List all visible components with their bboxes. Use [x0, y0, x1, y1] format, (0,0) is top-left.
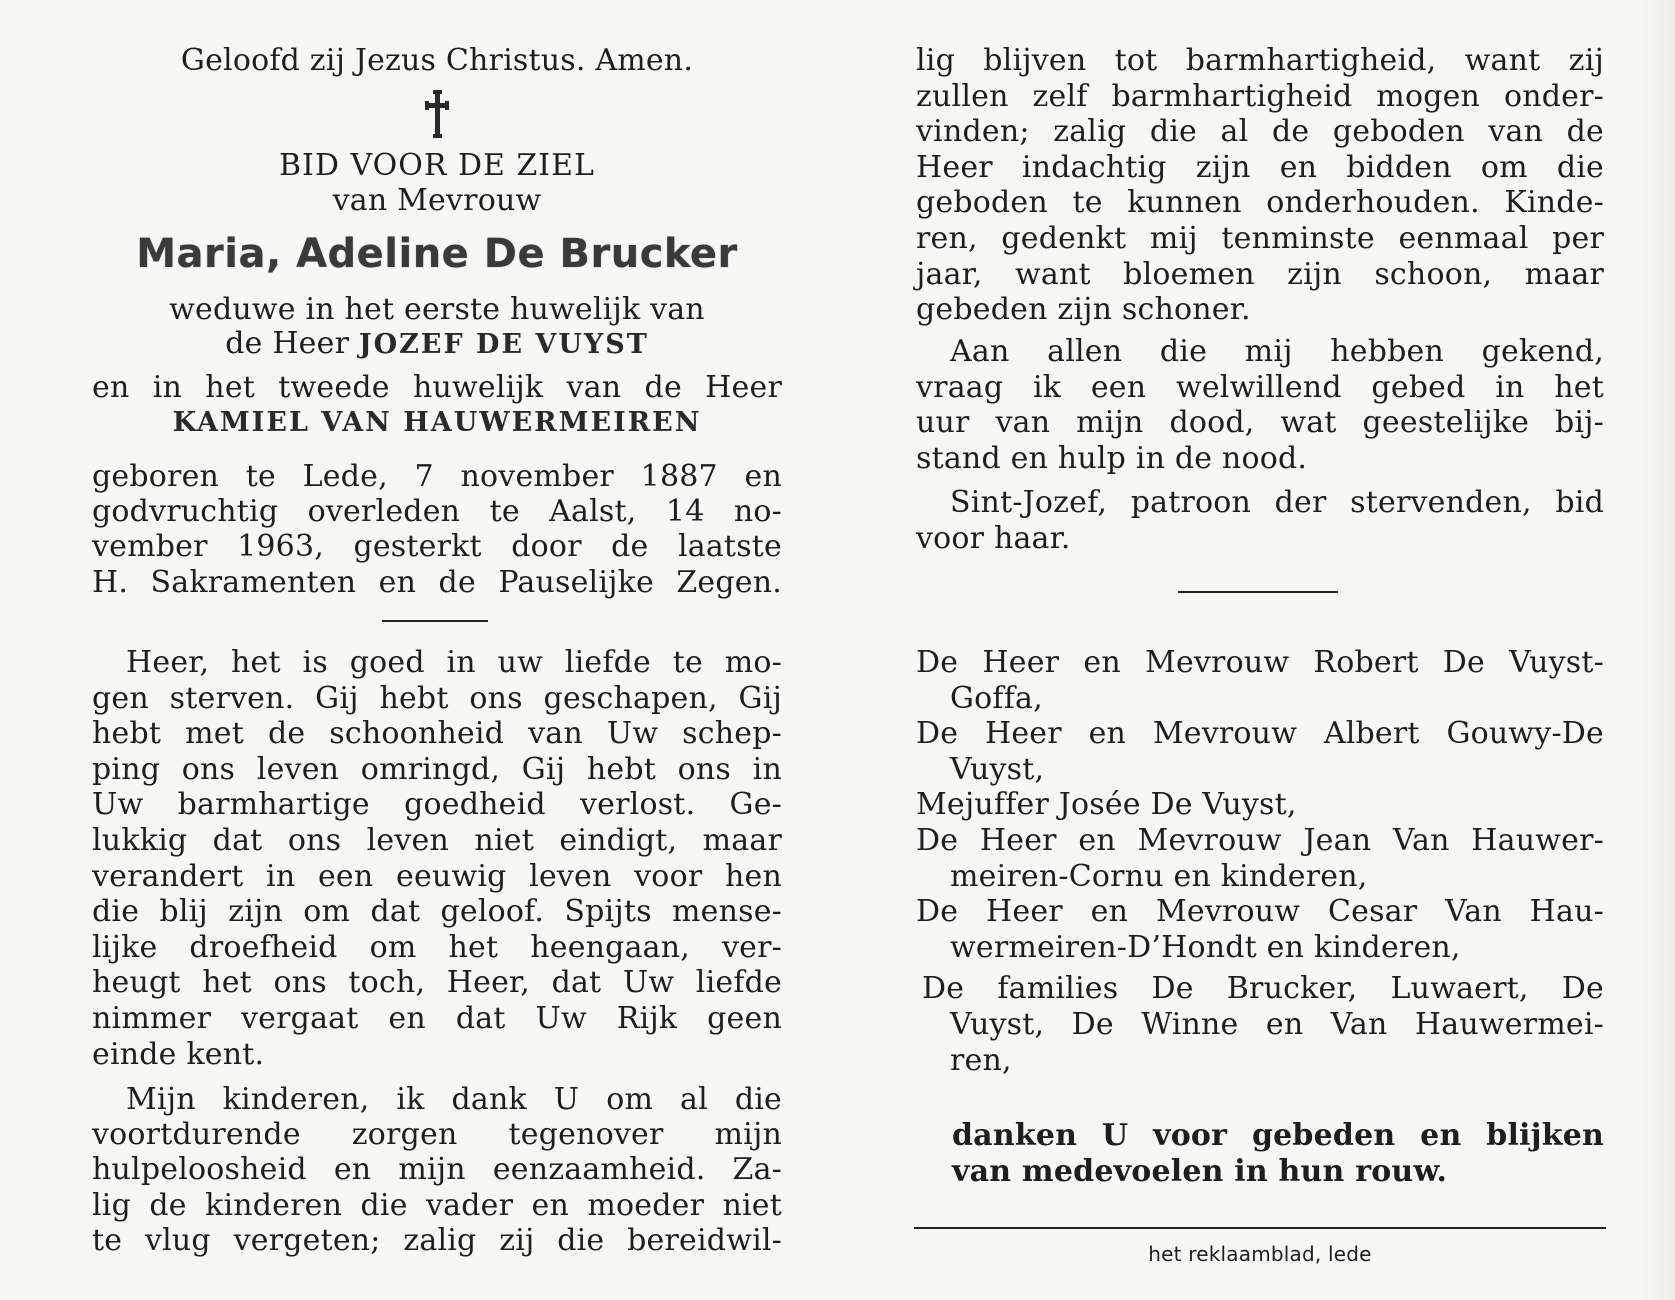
first-husband-name: JOZEF DE VUYST: [358, 329, 649, 360]
request-line: stand en hulp in de nood.: [916, 440, 1308, 476]
prayer-line: einde kent.: [92, 1036, 265, 1072]
continued-line: Heer indachtig zijn en bidden om die: [916, 149, 1604, 185]
prayer-line: die blij zijn om dat geloof. Spijts mense-: [92, 894, 782, 930]
prayer-line: hebt met de schoonheid van Uw schep-: [92, 716, 782, 752]
prayer-line: gen sterven. Gij hebt ons geschapen, Gij: [92, 680, 782, 716]
footer-rule: [914, 1227, 1606, 1229]
title-mevrouw: van Mevrouw: [332, 183, 542, 218]
second-marriage-line: en in het tweede huwelijk van de Heer: [92, 370, 782, 405]
families-line: Vuyst, De Winne en Van Hauwermei-: [950, 1007, 1604, 1042]
first-marriage-line: weduwe in het eerste huwelijk van: [169, 292, 705, 327]
thanks-line: van medevoelen in hun rouw.: [952, 1153, 1448, 1189]
children-line: voortdurende zorgen tegenover mijn: [92, 1117, 782, 1153]
family-entry-continuation: wermeiren-D’Hondt en kinderen,: [950, 929, 1461, 965]
request-line: Aan allen die mij hebben gekend,: [950, 334, 1604, 369]
bio-line: godvruchtig overleden te Aalst, 14 no-: [92, 494, 782, 530]
family-entry-continuation: meiren-Cornu en kinderen,: [950, 858, 1368, 894]
families-line: De families De Brucker, Luwaert, De: [922, 971, 1604, 1007]
family-entry: De Heer en Mevrouw Albert Gouwy-De: [916, 716, 1604, 752]
separator-rule: [382, 620, 488, 622]
deceased-name: Maria, Adeline De Brucker: [136, 231, 738, 277]
bio-line: H. Sakramenten en de Pauselijke Zegen.: [92, 564, 782, 600]
bio-line: geboren te Lede, 7 november 1887 en: [92, 459, 782, 494]
family-entry-continuation: Goffa,: [950, 680, 1043, 716]
second-husband-name: KAMIEL VAN HAUWERMEIREN: [172, 407, 702, 438]
prayer-line: Uw barmhartige goedheid verlost. Ge-: [92, 787, 782, 823]
continued-line: jaar, want bloemen zijn schoon, maar: [916, 256, 1604, 292]
prayer-intro: BID VOOR DE ZIEL: [279, 148, 595, 183]
prayer-line: nimmer vergaat en dat Uw Rijk geen: [92, 1001, 782, 1036]
thanks-line: danken U voor gebeden en blijken: [952, 1118, 1604, 1153]
family-entry: De Heer en Mevrouw Jean Van Hauwer-: [916, 823, 1604, 858]
prayer-line: Heer, het is goed in uw liefde te mo-: [126, 645, 782, 680]
page-edge-shadow: [1635, 0, 1675, 1300]
prayer-line: lukkig dat ons leven niet eindigt, maar: [92, 823, 782, 858]
continued-line: lig blijven tot barmhartigheid, want zij: [916, 43, 1604, 78]
separator-rule: [1178, 591, 1338, 593]
saint-line: voor haar.: [916, 520, 1071, 556]
family-entry: De Heer en Mevrouw Robert De Vuyst-: [916, 645, 1604, 680]
continued-line: ren, gedenkt mij tenminste eenmaal per: [916, 221, 1604, 256]
continued-line: geboden te kunnen onderhouden. Kinde-: [916, 185, 1604, 221]
cross-icon: [424, 90, 450, 138]
first-husband-line: [92, 326, 782, 362]
saint-line: Sint-Jozef, patroon der stervenden, bid: [950, 485, 1604, 520]
bio-line: vember 1963, gesterkt door de laatste: [92, 529, 782, 565]
request-line: uur van mijn dood, wat geestelijke bij-: [916, 405, 1604, 441]
family-entry: De Heer en Mevrouw Cesar Van Hau-: [916, 894, 1604, 930]
families-line: ren,: [950, 1042, 1012, 1078]
first-husband-prefix: de Heer: [225, 326, 350, 361]
children-line: Mijn kinderen, ik dank U om al die: [126, 1082, 782, 1117]
continued-line: gebeden zijn schoner.: [916, 292, 1251, 328]
children-line: te vlug vergeten; zalig zij die bereidwil-: [92, 1222, 782, 1258]
children-line: lig de kinderen die vader en moeder niet: [92, 1187, 782, 1223]
prayer-line: verandert in een eeuwig leven voor hen: [92, 858, 782, 894]
prayer-line: heugt het ons toch, Heer, dat Uw liefde: [92, 965, 782, 1001]
prayer-line: lijke droefheid om het heengaan, ver-: [92, 929, 782, 965]
header-text: Geloofd zij Jezus Christus. Amen.: [180, 43, 694, 78]
request-line: vraag ik een welwillend gebed in het: [916, 369, 1604, 405]
prayer-line: ping ons leven omringd, Gij hebt ons in: [92, 751, 782, 787]
children-line: hulpeloosheid en mijn eenzaamheid. Za-: [92, 1152, 782, 1188]
continued-line: vinden; zalig die al de geboden van de: [916, 114, 1604, 150]
family-entry-continuation: Vuyst,: [950, 751, 1045, 787]
continued-line: zullen zelf barmhartigheid mogen onder-: [916, 78, 1604, 114]
printer-credit: het reklaamblad, lede: [1148, 1242, 1372, 1266]
family-entry: Mejuffer Josée De Vuyst,: [916, 787, 1297, 823]
